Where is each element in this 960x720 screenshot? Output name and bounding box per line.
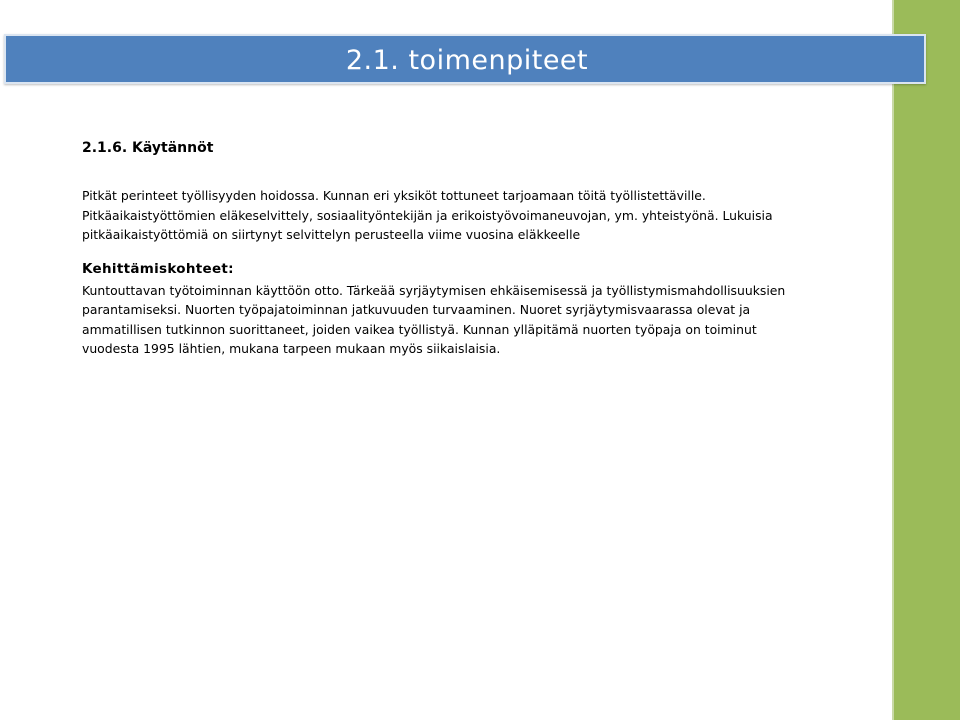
subheading: 2.1.6. Käytännöt bbox=[82, 140, 214, 156]
paragraph-1 bbox=[82, 186, 842, 245]
paragraph-2-line: vuodesta 1995 lähtien, mukana tarpeen mukaan myös siikaislaisia. bbox=[82, 341, 501, 356]
paragraph-1-line: Pitkäaikaistyöttömien eläkeselvittely, sosiaalityöntekijän ja erikoistyövoimaneuvojan, ym. yhteistyönä. Lukuisia bbox=[82, 207, 773, 223]
paragraph-1-line: pitkäaikaistyöttömiä on siirtynyt selvittelyn perusteella viime vuosina eläkkeelle bbox=[82, 227, 581, 242]
paragraph-2-line: ammatillisen tutkinnon suorittaneet, joiden vaikea työllistyä. Kunnan ylläpitämä nuorten työpaja on toiminut bbox=[82, 321, 757, 337]
section-heading: Kehittämiskohteet: bbox=[82, 260, 234, 277]
paragraph-2-line: Kuntouttavan työtoiminnan käyttöön otto. Tärkeää syrjäytymisen ehkäisemisessä ja työllistymismahdollisuuksien bbox=[82, 282, 786, 298]
paragraph-2 bbox=[82, 281, 842, 359]
paragraph-2-line: parantamiseksi. Nuorten työpajatoiminnan jatkuvuuden turvaaminen. Nuoret syrjäytymisvaarassa olevat ja bbox=[82, 302, 751, 317]
slide-title: 2.1. toimenpiteet bbox=[345, 45, 589, 76]
title-band bbox=[4, 34, 926, 84]
paragraph-1-line: Pitkät perinteet työllisyyden hoidossa. Kunnan eri yksiköt tottuneet tarjoamaan töitä työllistettäville. bbox=[82, 188, 706, 203]
side-accent-bar bbox=[892, 0, 960, 720]
slide-content bbox=[82, 138, 842, 359]
